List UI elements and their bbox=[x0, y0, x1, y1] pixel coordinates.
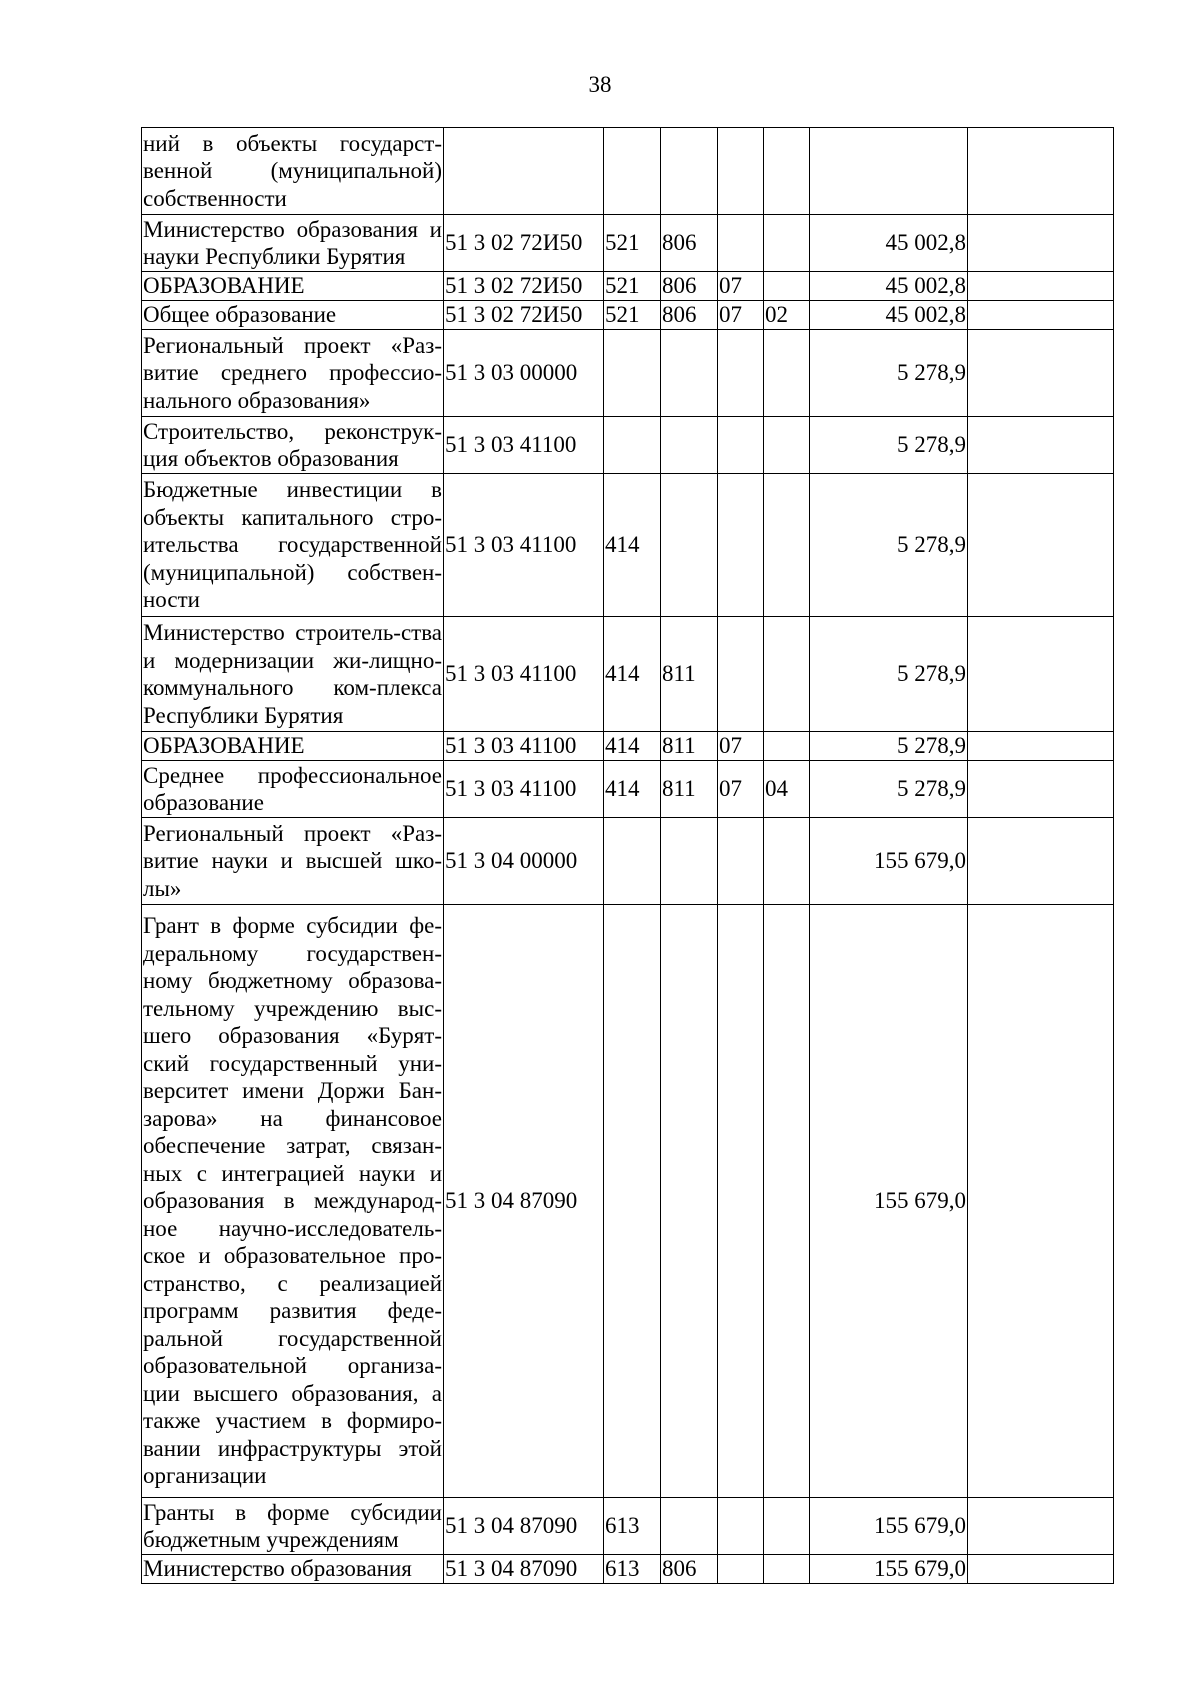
cell-expense-type: 521 bbox=[604, 301, 661, 330]
cell-empty bbox=[968, 905, 1114, 1498]
cell-empty bbox=[968, 617, 1114, 732]
cell-amount: 5 278,9 bbox=[810, 474, 968, 617]
cell-chief-administrator bbox=[661, 1498, 718, 1555]
cell-expense-type bbox=[604, 417, 661, 474]
cell-name: Министерство образования bbox=[142, 1555, 444, 1584]
cell-amount: 45 002,8 bbox=[810, 215, 968, 272]
cell-section bbox=[718, 818, 764, 905]
cell-target-article: 51 3 03 41100 bbox=[444, 417, 604, 474]
cell-section: 07 bbox=[718, 732, 764, 761]
page-number: 38 bbox=[588, 72, 612, 97]
cell-amount: 5 278,9 bbox=[810, 617, 968, 732]
cell-empty bbox=[968, 128, 1114, 215]
table-row bbox=[142, 818, 1114, 905]
cell-target-article bbox=[444, 128, 604, 215]
budget-table bbox=[141, 127, 1114, 1584]
cell-chief-administrator bbox=[661, 330, 718, 417]
cell-name: ний в объекты государст-венной (муниципальной) собственности bbox=[142, 128, 444, 215]
table-row bbox=[142, 474, 1114, 617]
cell-name: Гранты в форме субсидии бюджетным учреждениям bbox=[142, 1498, 444, 1555]
cell-expense-type: 414 bbox=[604, 617, 661, 732]
cell-chief-administrator bbox=[661, 128, 718, 215]
cell-section bbox=[718, 417, 764, 474]
cell-expense-type bbox=[604, 330, 661, 417]
cell-subsection bbox=[764, 1555, 810, 1584]
cell-section: 07 bbox=[718, 761, 764, 818]
cell-chief-administrator bbox=[661, 417, 718, 474]
cell-amount: 5 278,9 bbox=[810, 417, 968, 474]
cell-subsection bbox=[764, 1498, 810, 1555]
cell-chief-administrator: 811 bbox=[661, 617, 718, 732]
cell-expense-type: 613 bbox=[604, 1555, 661, 1584]
cell-subsection bbox=[764, 330, 810, 417]
cell-target-article: 51 3 02 72И50 bbox=[444, 272, 604, 301]
cell-empty bbox=[968, 417, 1114, 474]
cell-expense-type: 613 bbox=[604, 1498, 661, 1555]
cell-empty bbox=[968, 1498, 1114, 1555]
cell-section bbox=[718, 1555, 764, 1584]
cell-target-article: 51 3 04 87090 bbox=[444, 1498, 604, 1555]
cell-section bbox=[718, 905, 764, 1498]
cell-expense-type: 414 bbox=[604, 732, 661, 761]
cell-section: 07 bbox=[718, 301, 764, 330]
cell-chief-administrator: 806 bbox=[661, 301, 718, 330]
table-row bbox=[142, 417, 1114, 474]
cell-name: ОБРАЗОВАНИЕ bbox=[142, 732, 444, 761]
table-row bbox=[142, 905, 1114, 1498]
cell-name: Региональный проект «Раз-витие науки и высшей шко-лы» bbox=[142, 818, 444, 905]
table-row bbox=[142, 1555, 1114, 1584]
cell-subsection: 02 bbox=[764, 301, 810, 330]
cell-empty bbox=[968, 330, 1114, 417]
cell-subsection bbox=[764, 818, 810, 905]
cell-chief-administrator: 811 bbox=[661, 761, 718, 818]
cell-section bbox=[718, 617, 764, 732]
cell-section bbox=[718, 1498, 764, 1555]
cell-subsection bbox=[764, 272, 810, 301]
cell-name: Среднее профессиональное образование bbox=[142, 761, 444, 818]
cell-chief-administrator: 806 bbox=[661, 272, 718, 301]
cell-chief-administrator: 811 bbox=[661, 732, 718, 761]
cell-target-article: 51 3 02 72И50 bbox=[444, 215, 604, 272]
cell-subsection bbox=[764, 215, 810, 272]
table-row bbox=[142, 215, 1114, 272]
cell-empty bbox=[968, 474, 1114, 617]
cell-section bbox=[718, 215, 764, 272]
cell-empty bbox=[968, 215, 1114, 272]
cell-empty bbox=[968, 761, 1114, 818]
cell-amount bbox=[810, 128, 968, 215]
cell-amount: 155 679,0 bbox=[810, 1555, 968, 1584]
cell-subsection bbox=[764, 474, 810, 617]
cell-chief-administrator bbox=[661, 474, 718, 617]
cell-subsection: 04 bbox=[764, 761, 810, 818]
cell-subsection bbox=[764, 732, 810, 761]
cell-section bbox=[718, 330, 764, 417]
cell-expense-type: 414 bbox=[604, 761, 661, 818]
cell-subsection bbox=[764, 905, 810, 1498]
cell-name: Общее образование bbox=[142, 301, 444, 330]
cell-empty bbox=[968, 1555, 1114, 1584]
table-row bbox=[142, 301, 1114, 330]
cell-name: Министерство строитель-ства и модернизации жи-лищно-коммунального ком-плекса Республики Бурятия bbox=[142, 617, 444, 732]
cell-amount: 5 278,9 bbox=[810, 732, 968, 761]
cell-subsection bbox=[764, 128, 810, 215]
cell-name: Грант в форме субсидии фе-деральному государствен-ному бюджетному образова-тельному учреждению выс-шего образования «Бурят-ский государственный уни-верситет имени Доржи Бан-зарова» на финансовое обеспечение затрат, связан-ных с интеграцией науки и образования в международ-ное научно-исследователь-ское и образовательное про-странство, с реализацией программ развития феде-ральной государственной образовательной организа-ции высшего образования, а также участием в формиро-вании инфраструктуры этой организации bbox=[142, 905, 444, 1498]
cell-expense-type bbox=[604, 818, 661, 905]
table-row bbox=[142, 128, 1114, 215]
cell-subsection bbox=[764, 617, 810, 732]
cell-empty bbox=[968, 818, 1114, 905]
cell-target-article: 51 3 03 41100 bbox=[444, 732, 604, 761]
cell-subsection bbox=[764, 417, 810, 474]
cell-target-article: 51 3 03 41100 bbox=[444, 761, 604, 818]
cell-amount: 45 002,8 bbox=[810, 272, 968, 301]
cell-expense-type bbox=[604, 905, 661, 1498]
cell-section: 07 bbox=[718, 272, 764, 301]
cell-chief-administrator: 806 bbox=[661, 1555, 718, 1584]
cell-amount: 155 679,0 bbox=[810, 1498, 968, 1555]
cell-section bbox=[718, 128, 764, 215]
cell-amount: 155 679,0 bbox=[810, 818, 968, 905]
cell-empty bbox=[968, 732, 1114, 761]
cell-amount: 155 679,0 bbox=[810, 905, 968, 1498]
cell-empty bbox=[968, 272, 1114, 301]
cell-section bbox=[718, 474, 764, 617]
cell-name: Строительство, реконструк-ция объектов образования bbox=[142, 417, 444, 474]
cell-expense-type: 521 bbox=[604, 215, 661, 272]
table-row bbox=[142, 1498, 1114, 1555]
cell-amount: 45 002,8 bbox=[810, 301, 968, 330]
cell-target-article: 51 3 04 00000 bbox=[444, 818, 604, 905]
cell-target-article: 51 3 03 00000 bbox=[444, 330, 604, 417]
table-row bbox=[142, 272, 1114, 301]
table-row bbox=[142, 761, 1114, 818]
table-row bbox=[142, 732, 1114, 761]
cell-name: Министерство образования и науки Республики Бурятия bbox=[142, 215, 444, 272]
cell-target-article: 51 3 03 41100 bbox=[444, 474, 604, 617]
cell-target-article: 51 3 04 87090 bbox=[444, 1555, 604, 1584]
cell-name: Региональный проект «Раз-витие среднего профессио-нального образования» bbox=[142, 330, 444, 417]
cell-expense-type: 521 bbox=[604, 272, 661, 301]
table-row bbox=[142, 330, 1114, 417]
cell-name: Бюджетные инвестиции в объекты капитального стро-ительства государственной (муниципальной) собствен-ности bbox=[142, 474, 444, 617]
cell-target-article: 51 3 03 41100 bbox=[444, 617, 604, 732]
cell-chief-administrator bbox=[661, 818, 718, 905]
cell-expense-type bbox=[604, 128, 661, 215]
cell-amount: 5 278,9 bbox=[810, 330, 968, 417]
cell-empty bbox=[968, 301, 1114, 330]
cell-expense-type: 414 bbox=[604, 474, 661, 617]
cell-chief-administrator: 806 bbox=[661, 215, 718, 272]
table-row bbox=[142, 617, 1114, 732]
cell-amount: 5 278,9 bbox=[810, 761, 968, 818]
cell-target-article: 51 3 02 72И50 bbox=[444, 301, 604, 330]
cell-name: ОБРАЗОВАНИЕ bbox=[142, 272, 444, 301]
cell-target-article: 51 3 04 87090 bbox=[444, 905, 604, 1498]
cell-chief-administrator bbox=[661, 905, 718, 1498]
table-body bbox=[142, 128, 1114, 1584]
